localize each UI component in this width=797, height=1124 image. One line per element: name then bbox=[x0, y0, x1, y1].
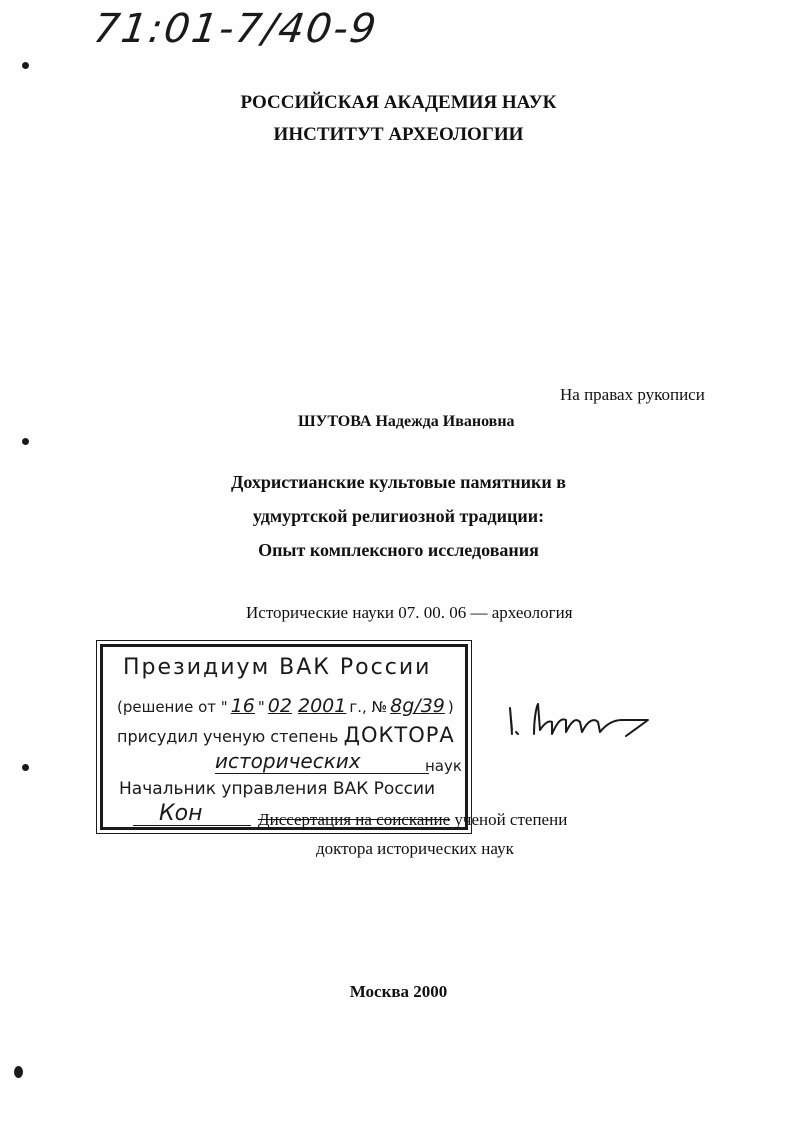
author-name: ШУТОВА Надежда Ивановна bbox=[298, 413, 515, 430]
city-year: Москва 2000 bbox=[349, 982, 448, 1001]
binding-hole-mark bbox=[22, 764, 29, 771]
dissertation-line bbox=[258, 810, 567, 830]
vak-stamp bbox=[100, 644, 468, 830]
dissertation-struck: Диссертация на соискание bbox=[258, 810, 451, 829]
degree-line: доктора исторических наук bbox=[316, 839, 514, 858]
organization-line-1: РОССИЙСКАЯ АКАДЕМИЯ НАУК bbox=[240, 92, 557, 113]
stamp-decision-month: 02 bbox=[267, 695, 292, 717]
stamp-head-line: Начальник управления ВАК России bbox=[119, 779, 436, 799]
dissertation-title-line-3: Опыт комплексного исследования bbox=[258, 540, 539, 560]
stamp-decision-line: (решение от " 16 " 02 2001 г., № 8g/39 ) bbox=[117, 695, 454, 717]
stamp-signature: Кон bbox=[159, 801, 203, 826]
stamp-decision-suffix: ) bbox=[447, 698, 454, 716]
manuscript-rights-note: На правах рукописи bbox=[560, 385, 705, 404]
binding-hole-mark bbox=[22, 62, 29, 69]
stamp-field-suffix: наук bbox=[425, 757, 462, 775]
stamp-decision-day: 16 bbox=[230, 695, 255, 717]
stamp-signature-line bbox=[133, 825, 251, 826]
dissertation-rest: ученой степени bbox=[450, 810, 568, 829]
stamp-decision-year: 2001 bbox=[297, 695, 347, 717]
stamp-awarded-degree: ДОКТОРА bbox=[343, 723, 455, 747]
stamp-awarded-prefix: присудил ученую степень bbox=[117, 727, 339, 746]
specialty-line: Исторические науки 07. 00. 06 — археология bbox=[246, 603, 573, 622]
binding-hole-mark bbox=[14, 1066, 23, 1078]
author-signature bbox=[504, 690, 664, 760]
stamp-awarded-line bbox=[117, 723, 455, 747]
organization-line-2: ИНСТИТУТ АРХЕОЛОГИИ bbox=[273, 124, 524, 145]
dissertation-title-line-2: удмуртской религиозной традиции: bbox=[252, 506, 545, 526]
archive-code: 71:01-7/40-9 bbox=[90, 6, 381, 52]
stamp-title: Президиум ВАК России bbox=[123, 655, 432, 680]
stamp-decision-prefix: (решение от " bbox=[117, 698, 228, 716]
dissertation-title-line-1: Дохристианские культовые памятники в bbox=[230, 472, 567, 492]
stamp-decision-year-suffix: г., № bbox=[349, 698, 388, 716]
stamp-field-handwritten: исторических bbox=[215, 749, 429, 774]
stamp-decision-number: 8g/39 bbox=[390, 695, 445, 717]
binding-hole-mark bbox=[22, 438, 29, 445]
